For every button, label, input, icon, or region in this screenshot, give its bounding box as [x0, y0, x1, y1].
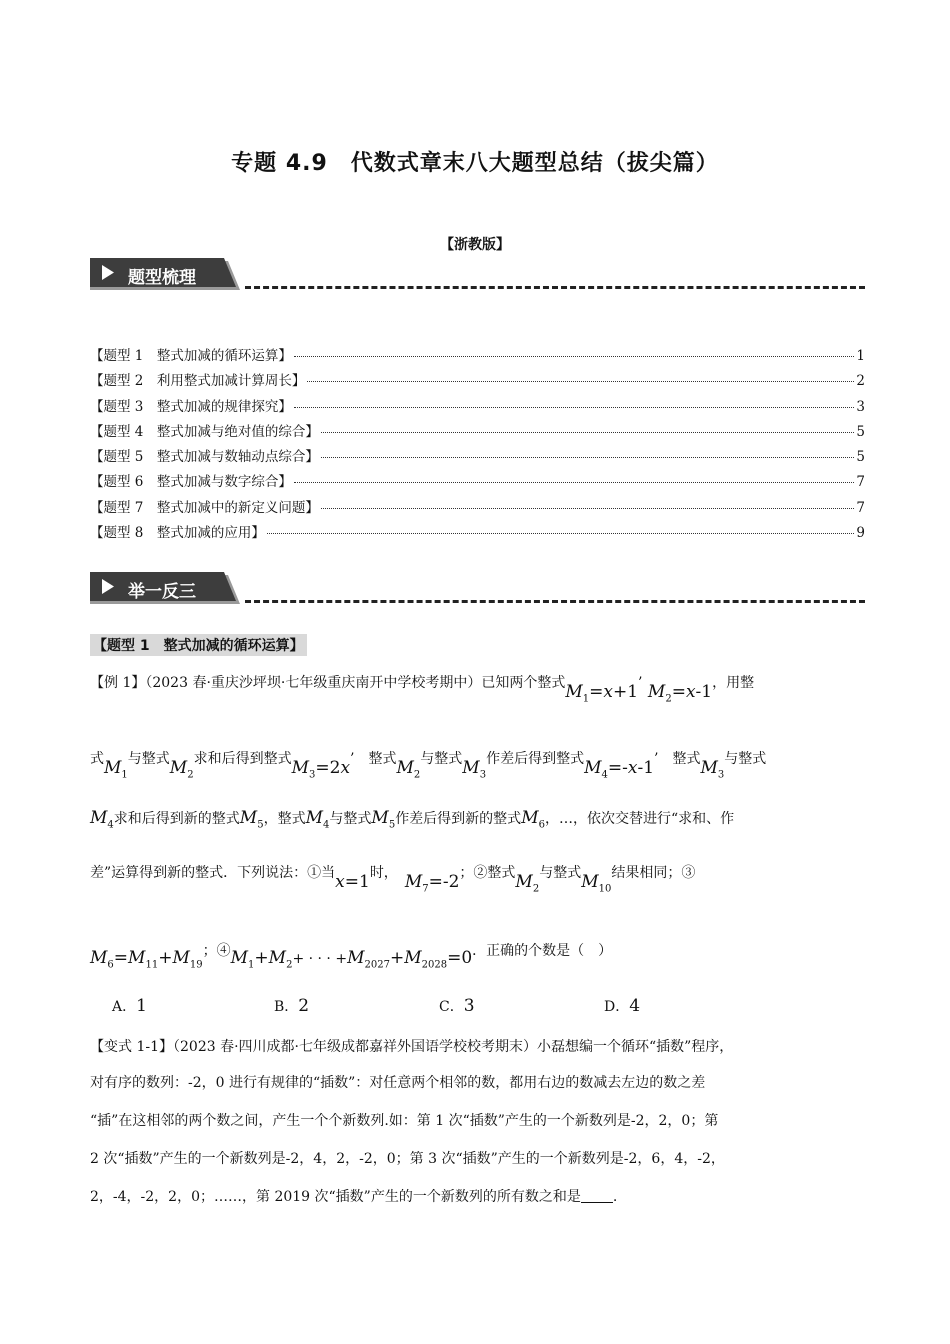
variant-head: 【变式 1-1】: [90, 1039, 173, 1055]
text: （2023 春·四川成都·七年级成都嘉祥外国语学校校考期末）小磊想编一个循环“插数”程序，: [173, 1039, 734, 1055]
example-line-1: 【例 1】（2023 春·重庆沙坪坝·七年级重庆南开中学校考期中）已知两个整式$M_1=x+1$’ $M_2=x-1$，用整: [90, 675, 755, 705]
text: .: [612, 1189, 618, 1205]
example-source: （2023 春·重庆沙坪坝·七年级重庆南开中学校考期中）已知两个整式: [145, 675, 566, 691]
option-a[interactable]: [112, 996, 274, 1016]
toc-item[interactable]: [90, 420, 865, 445]
toc-item[interactable]: [90, 470, 865, 495]
text: 与整式: [329, 811, 372, 827]
toc-leader: [294, 482, 855, 483]
toc-leader: [321, 432, 855, 433]
text: 求和后得到整式: [193, 751, 292, 767]
toc-leader: [307, 381, 854, 382]
toc-label: 【题型 5 整式加减与数轴动点综合】: [90, 449, 319, 466]
toc-page: 2: [856, 373, 865, 390]
text: 2 次“插数”产生的一个新数列是-2，4，2，-2，0；第 3 次“插数”产生的一个新数列是-2，6，4，-2，: [90, 1151, 725, 1167]
variant-line-2: [90, 1072, 705, 1092]
variant-line-3: [90, 1110, 718, 1130]
banner-juyi-fansan: [90, 572, 865, 608]
banner-label: 题型梳理: [128, 268, 196, 288]
edition-label: 【浙教版】: [440, 237, 510, 253]
variant-line-4: [90, 1148, 725, 1168]
variant-line-1: [90, 1036, 733, 1056]
example-line-2: 式$M_1$与整式$M_2$求和后得到整式$M_3=2x$’ 整式$M_2$与整式$M_3$作差后得到整式$M_4=-x-1$’ 整式$M_3$与整式: [90, 751, 767, 781]
toc-label: 【题型 1 整式加减的循环运算】: [90, 348, 292, 364]
toc-item[interactable]: [90, 395, 865, 420]
text: 与整式: [539, 865, 582, 881]
text: ，…，依次交替进行“求和、作: [544, 811, 735, 827]
variant-line-5: [90, 1186, 617, 1206]
toc-page: 7: [856, 474, 865, 491]
option-value: 1: [136, 996, 147, 1016]
dashed-divider: [245, 286, 865, 289]
text: 与整式: [724, 751, 767, 767]
text: 整式: [277, 811, 306, 827]
toc-item[interactable]: [90, 445, 865, 470]
toc-page: 5: [856, 449, 865, 466]
toc-leader: [321, 508, 855, 509]
option-value: 4: [629, 996, 641, 1016]
toc-leader: [267, 533, 855, 534]
banner-label: 举一反三: [128, 582, 196, 602]
text: ，: [263, 811, 278, 827]
toc-leader: [294, 356, 855, 357]
answer-options: [112, 996, 752, 1016]
text: ；④: [202, 943, 231, 959]
answer-blank[interactable]: [581, 1188, 613, 1203]
option-value: 3: [463, 996, 475, 1016]
page-title: 专题 4.9 代数式章末八大题型总结（拔尖篇）: [231, 151, 719, 176]
example-line-5: $M_6=M_{11}+M_{19}$；$④M_1+M_2+$ · · · $+M_{2027}+M_{2028}=0$．正确的个数是（ ）: [90, 943, 613, 971]
toc-label: 【题型 8 整式加减的应用】: [90, 525, 265, 542]
text: 求和后得到新的整式: [113, 811, 240, 827]
toc-label: 【题型 6 整式加减与数字综合】: [90, 474, 292, 491]
toc-page: 3: [856, 398, 865, 415]
text: ，用整: [712, 675, 755, 691]
example-line-3: $M_4$求和后得到新的整式$M_5$，整式$M_4$与整式$M_5$作差后得到新的整式$M_6$，…，依次交替进行“求和、作: [90, 808, 735, 831]
option-value: 2: [298, 996, 310, 1016]
text: 整式: [672, 751, 701, 767]
option-d[interactable]: [604, 996, 684, 1016]
text: 作差后得到新的整式: [395, 811, 522, 827]
text: 式: [90, 751, 104, 767]
toc-item[interactable]: [90, 521, 865, 546]
text: ．正确的个数是（ ）: [472, 943, 613, 959]
text: + · · · +: [292, 951, 348, 967]
text: 整式: [368, 751, 397, 767]
text: 时，: [369, 865, 391, 881]
option-label: C．: [439, 999, 464, 1015]
table-of-contents: [90, 344, 865, 546]
example-head: 【例 1】: [90, 675, 146, 691]
option-c[interactable]: [439, 996, 604, 1016]
text: 与整式: [420, 751, 463, 767]
toc-item[interactable]: [90, 369, 865, 394]
toc-page: 5: [856, 423, 865, 440]
toc-item[interactable]: [90, 496, 865, 521]
text: 2，-4，-2，2，0；……，第 2019 次“插数”产生的一个新数列的所有数之和是: [90, 1189, 581, 1205]
option-label: A．: [112, 999, 137, 1015]
text: 对有序的数列：-2，0 进行有规律的“插数”：对任意两个相邻的数，都用右边的数减去左边的数之差: [90, 1075, 706, 1091]
text: ；②整式: [459, 865, 516, 881]
text: 与整式: [127, 751, 170, 767]
option-label: D．: [604, 999, 630, 1015]
banner-tixing-shuli: [90, 258, 865, 294]
section-heading: 【题型 1 整式加减的循环运算】: [90, 634, 307, 656]
text: “插”在这相邻的两个数之间，产生一个个新数列.如：第 1 次“插数”产生的一个新数列是-2，2，0；第: [90, 1113, 719, 1129]
toc-leader: [321, 457, 855, 458]
toc-page: 9: [856, 525, 865, 542]
example-line-4: 差”运算得到新的整式．下列说法：①当x=1时， $M_7=-2$；②整式$M_2$与整式$M_{10}$结果相同；③: [90, 865, 696, 895]
option-b[interactable]: [274, 996, 439, 1016]
toc-label: 【题型 4 整式加减与绝对值的综合】: [90, 423, 319, 440]
dashed-divider: [245, 600, 865, 603]
toc-page: 1: [856, 348, 865, 364]
toc-leader: [294, 407, 855, 408]
text: 差”运算得到新的整式．下列说法：①当: [90, 865, 336, 881]
option-label: B．: [274, 999, 299, 1015]
toc-page: 7: [856, 499, 865, 516]
toc-label: 【题型 7 整式加减中的新定义问题】: [90, 499, 319, 516]
text: 结果相同；③: [611, 865, 696, 881]
toc-label: 【题型 2 利用整式加减计算周长】: [90, 373, 306, 390]
toc-item[interactable]: [90, 344, 865, 369]
text: 作差后得到整式: [486, 751, 585, 767]
toc-label: 【题型 3 整式加减的规律探究】: [90, 398, 292, 415]
